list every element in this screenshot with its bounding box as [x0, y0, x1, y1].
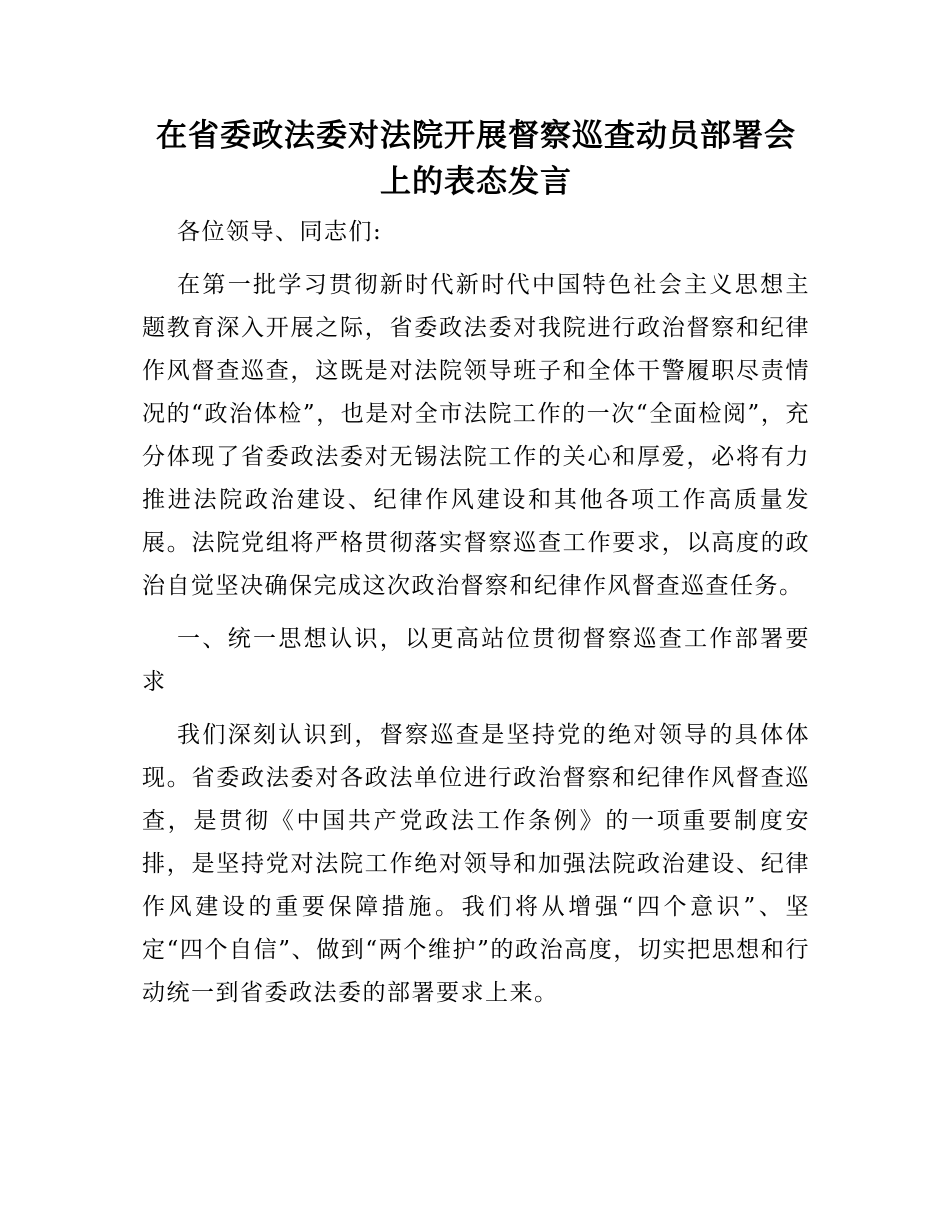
paragraph-section-1: 我们深刻认识到，督察巡查是坚持党的绝对领导的具体体现。省委政法委对各政法单位进行政治督察和纪律作风督查巡查，是贯彻《中国共产党政法工作条例》的一项重要制度安排，是坚持党对法院工作绝对领导和加强法院政治建设、纪律作风建设的重要保障措施。我们将从增强“四个意识”、坚定“四个自信”、做到“两个维护”的政治高度，切实把思想和行动统一到省委政法委的部署要求上来。 [142, 722, 810, 1006]
document-page [142, 0, 810, 1230]
paragraph-intro: 在第一批学习贯彻新时代新时代中国特色社会主义思想主题教育深入开展之际，省委政法委对我院进行政治督察和纪律作风督查巡查，这既是对法院领导班子和全体干警履职尽责情况的“政治体检”，也是对全市法院工作的一次“全面检阅”，充分体现了省委政法委对无锡法院工作的关心和厚爱，必将有力推进法院政治建设、纪律作风建设和其他各项工作高质量发展。法院党组将严格贯彻落实督察巡查工作要求，以高度的政治自觉坚决确保完成这次政治督察和纪律作风督查巡查任务。 [142, 272, 810, 599]
title-line-1: 在省委政法委对法院开展督察巡查动员部署会 [156, 118, 796, 154]
title-line-2: 上的表态发言 [380, 164, 572, 200]
document-body [142, 211, 810, 1015]
salutation: 各位领导、同志们: [177, 219, 383, 245]
document-title [130, 113, 822, 205]
section-heading-1: 一、统一思想认识，以更高站位贯彻督察巡查工作部署要求 [142, 626, 810, 695]
